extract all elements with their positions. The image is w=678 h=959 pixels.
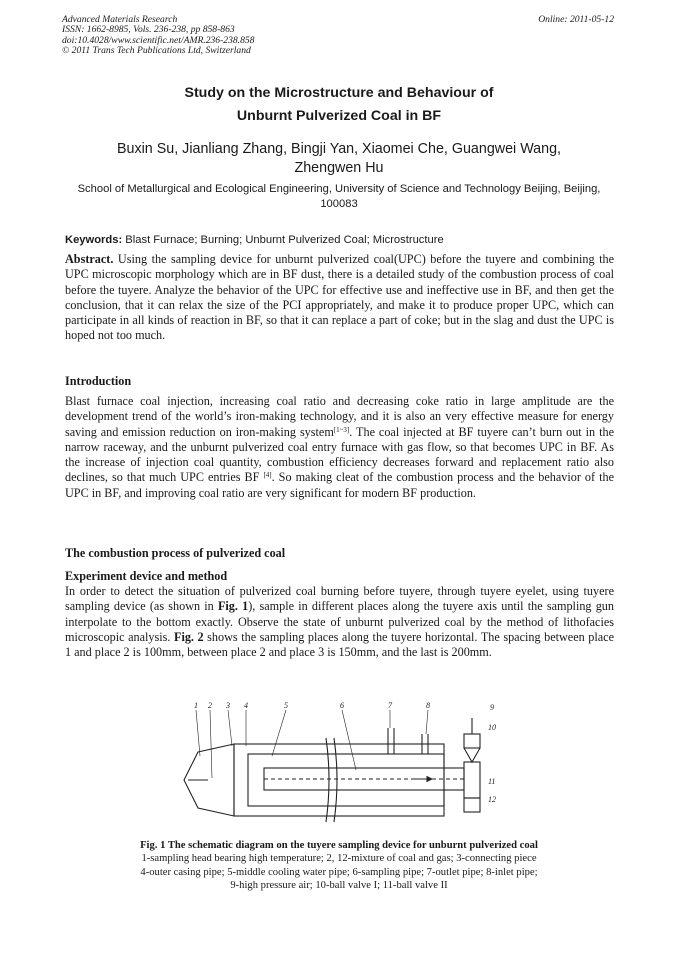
figure-caption xyxy=(60,839,618,893)
caption-title: Fig. 1 The schematic diagram on the tuyere sampling device for unburnt pulverized coal xyxy=(140,840,538,851)
sampling-device-diagram xyxy=(176,698,502,830)
citation-4: [4] xyxy=(263,471,272,480)
fig1-reference: Fig. 1 xyxy=(217,599,249,614)
author-list: Buxin Su, Jianliang Zhang, Bingji Yan, Xiaomei Che, Guangwei Wang, Zhengwen Hu xyxy=(117,141,561,176)
label-4: 4 xyxy=(244,701,248,710)
label-10: 10 xyxy=(488,723,496,732)
combustion-heading: The combustion process of pulverized coal xyxy=(65,546,286,560)
abstract xyxy=(65,252,614,344)
keywords-text: Blast Furnace; Burning; Unburnt Pulverized Coal; Microstructure xyxy=(122,234,444,246)
label-3: 3 xyxy=(226,701,230,710)
online-date: Online: 2011-05-12 xyxy=(538,14,614,25)
experiment-paragraph xyxy=(65,584,614,660)
keywords xyxy=(65,233,615,248)
introduction-heading: Introduction xyxy=(65,374,132,388)
middle-cooling-pipe xyxy=(248,754,444,806)
label-12: 12 xyxy=(488,795,496,804)
collector xyxy=(464,762,480,798)
exp-text-2: ), sample in different places along the tuyere axis until the sampling gun interpolate to the bottom exactly. Observe the state of unburnt pulverized coal by the method of lithofacies microscopic analysis. xyxy=(65,599,614,644)
label-9: 9 xyxy=(490,703,494,712)
title-line-1: Study on the Microstructure and Behaviour of xyxy=(184,85,494,101)
part-labels xyxy=(194,701,496,804)
intro-text-3: . So making cleat of the combustion process and the behavior of the UPC in BF, and improving coal ratio are very significant for modern BF production. xyxy=(65,470,614,500)
device-drawing xyxy=(184,718,480,822)
citation-1-3: [1~3] xyxy=(333,425,350,434)
abstract-text: Using the sampling device for unburnt pulverized coal(UPC) before the tuyere and combining the UPC microscopic morphology which are in BF dust, there is a detailed study of the combustion process of coal before the tuyere. Analyze the behavior of the UPC for effective use and ineffective use in BF, and then get the conclusion, that it can relax the size of the PCI appropriately, and make it to produce proper UPC, which can participate in all kinds of reaction in BF, so that it can replace a part of coke; but in the slag and dust the UPC is hoped not too much. xyxy=(65,252,614,343)
exp-text-1: In order to detect the situation of pulverized coal burning before tuyere, through tuyere eyelet, using tuyere sampling device (as shown in xyxy=(65,584,614,614)
ball-valve-1 xyxy=(464,734,480,748)
label-8: 8 xyxy=(426,701,430,710)
label-5: 5 xyxy=(284,701,288,710)
label-6: 6 xyxy=(340,701,344,710)
paper-title xyxy=(0,82,678,128)
label-11: 11 xyxy=(488,777,496,786)
journal-header xyxy=(62,15,254,56)
intro-text-2: . The coal injected at BF tuyere can’t burn out in the narrow raceway, and the unburnt pulverized coal entry furnace with gas flow, so that becomes UPC in BF. As the increase of injection coal quantity, combustion efficiency decreases forward and replacement ratio also declines, so that much UPC entries BF xyxy=(65,424,614,485)
intro-text-1: Blast furnace coal injection, increasing coal ratio and decreasing coke ratio in large amplitude are the development trend of the world’s iron-making technology, and it is also an very effective measure for energy saving and emission reduction on iron-making system xyxy=(65,394,614,439)
doi-line: doi:10.4028/www.scientific.net/AMR.236-238.858 xyxy=(62,34,255,46)
label-2: 2 xyxy=(208,701,212,710)
experiment-heading: Experiment device and method xyxy=(65,569,228,583)
break-lines xyxy=(326,738,337,822)
label-7: 7 xyxy=(388,701,392,710)
title-line-2: Unburnt Pulverized Coal in BF xyxy=(236,108,442,124)
outer-casing-pipe xyxy=(234,744,444,816)
exp-text-3: shows the sampling places along the tuyere horizontal. The spacing between place 1 and place 2 is 100mm, between place 2 and place 3 is 150mm, and the last is 200mm. xyxy=(65,629,614,660)
label-1: 1 xyxy=(194,701,198,710)
copyright-line: © 2011 Trans Tech Publications Ltd, Switzerland xyxy=(62,44,251,56)
introduction-paragraph xyxy=(65,394,614,501)
caption-line-2: 4-outer casing pipe; 5-middle cooling water pipe; 6-sampling pipe; 7-outlet pipe; 8-inlet pipe; xyxy=(140,866,538,878)
issn-line: ISSN: 1662-8985, Vols. 236-238, pp 858-863 xyxy=(62,24,235,36)
ball-valve-2 xyxy=(464,798,480,812)
abstract-label: Abstract. xyxy=(65,252,114,266)
affiliation: School of Metallurgical and Ecological Engineering, University of Science and Technology Beijing, Beijing, 100083 xyxy=(77,183,601,210)
caption-line-1: 1-sampling head bearing high temperature; 2, 12-mixture of coal and gas; 3-connecting piece xyxy=(141,853,537,865)
fig2-reference: Fig. 2 xyxy=(174,629,204,644)
keywords-label: Keywords: xyxy=(65,234,123,246)
valve-funnel xyxy=(464,748,480,762)
caption-line-3: 9-high pressure air; 10-ball valve I; 11-ball valve II xyxy=(230,880,448,892)
journal-name: Advanced Materials Research xyxy=(62,14,178,25)
